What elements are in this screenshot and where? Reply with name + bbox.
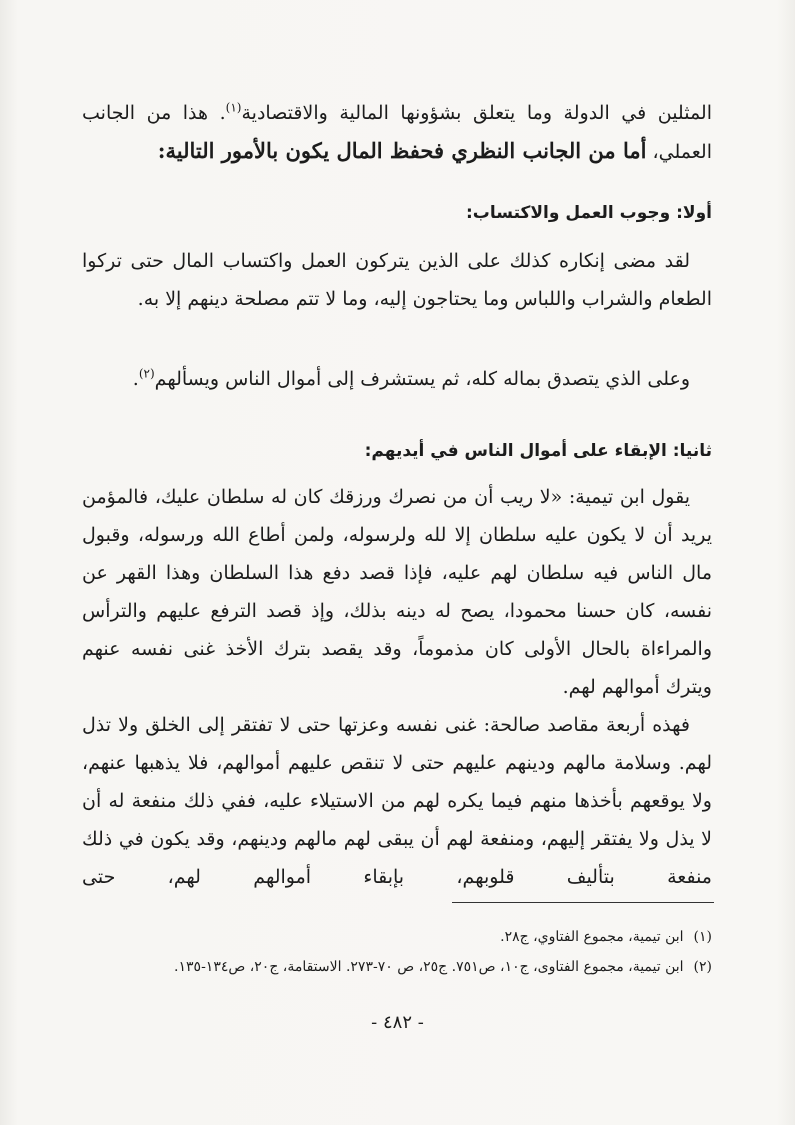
section2-body-2 [82,706,712,896]
section2-body [82,478,712,706]
section2-heading: ثانيا: الإبقاء على أموال الناس في أيديهم: [364,441,712,461]
section1-paragraph2-end: . [132,368,139,390]
intro-bold-statement: أما من الجانب النظري فحفظ المال يكون بالأمور التالية: [157,138,647,163]
intro-line1-end: . هذا من الجانب [82,102,226,124]
footnotes [82,922,712,982]
footnote-ref-2: (٢) [138,366,155,381]
section1-body [82,242,712,318]
footnote-1-number: (١) [693,929,712,945]
section-work-earning [82,198,712,228]
footnote-2-text: ابن تيمية، مجموع الفتاوى، ج١٠، ص٧٥١. ج٢٥، ص ٧٠-٢٧٣. الاستقامة، ج٢٠، ص١٣٤-١٣٥. [174,959,684,975]
page-number: - ٤٨٢ - [371,1012,424,1033]
section1-body-2 [82,360,712,398]
section-keep-wealth [82,436,712,466]
footnote-1-text: ابن تيمية، مجموع الفتاوي، ج٢٨. [500,929,684,945]
intro-paragraph [82,94,712,171]
footnote-2-number: (٢) [693,959,712,975]
section1-paragraph2 [82,360,712,398]
section1-paragraph1: لقد مضى إنكاره كذلك على الذين يتركون العمل واكتساب المال حتى تركوا الطعام والشراب واللباس وما يحتاجون إليه، وما لا تتم مصلحة دينهم إلا به. [82,250,712,310]
intro-text [82,94,712,171]
footnote-1 [82,922,712,952]
section2-paragraph2: فهذه أربعة مقاصد صالحة: غنى نفسه وعزتها حتى لا تفتقر إلى الخلق ولا تذل لهم. وسلامة مالهم ودينهم عليهم حتى لا تنقص عليهم أموالهم، فلا يذهبها عنهم، ولا يوقعهم بأخذها منهم فيما يكره لهم من الاستيلاء عليه، ففي ذلك منفعة له أن لا يذل ولا يفتقر إليهم، ومنفعة لهم أن يبقى لهم مالهم ودينهم، وقد يكون في ذلك منفعة بتأليف قلوبهم، بإبقاء أموالهم لهم، حتى [82,714,712,888]
section2-paragraph1: يقول ابن تيمية: «لا ريب أن من نصرك ورزقك كان له سلطان عليك، فالمؤمن يريد أن لا يكون عليه سلطان إلا لله ولرسوله، ولمن أطاع الله ورسوله، وقبول مال الناس فيه سلطان لهم عليه، فإذا قصد دفع هذا السلطان وهذا القهر عن نفسه، كان حسنا محمودا، يصح له دينه بذلك، وإذ قصد الترفع عليهم والترأس والمراءاة بالحال الأولى كان مذموماً، وقد يقصد بترك الأخذ غنى نفسه عنهم ويترك أموالهم لهم. [82,486,712,698]
intro-line2: العملي، [646,141,712,163]
section1-heading: أولا: وجوب العمل والاكتساب: [466,203,712,223]
footnote-2 [82,952,712,982]
intro-line1: المثلين في الدولة وما يتعلق بشؤونها المالية والاقتصادية [241,102,713,124]
footnote-ref-1: (١) [225,100,242,115]
footnote-divider [452,902,714,903]
section1-paragraph2-text: وعلى الذي يتصدق بماله كله، ثم يستشرف إلى أموال الناس ويسألهم [154,368,690,390]
